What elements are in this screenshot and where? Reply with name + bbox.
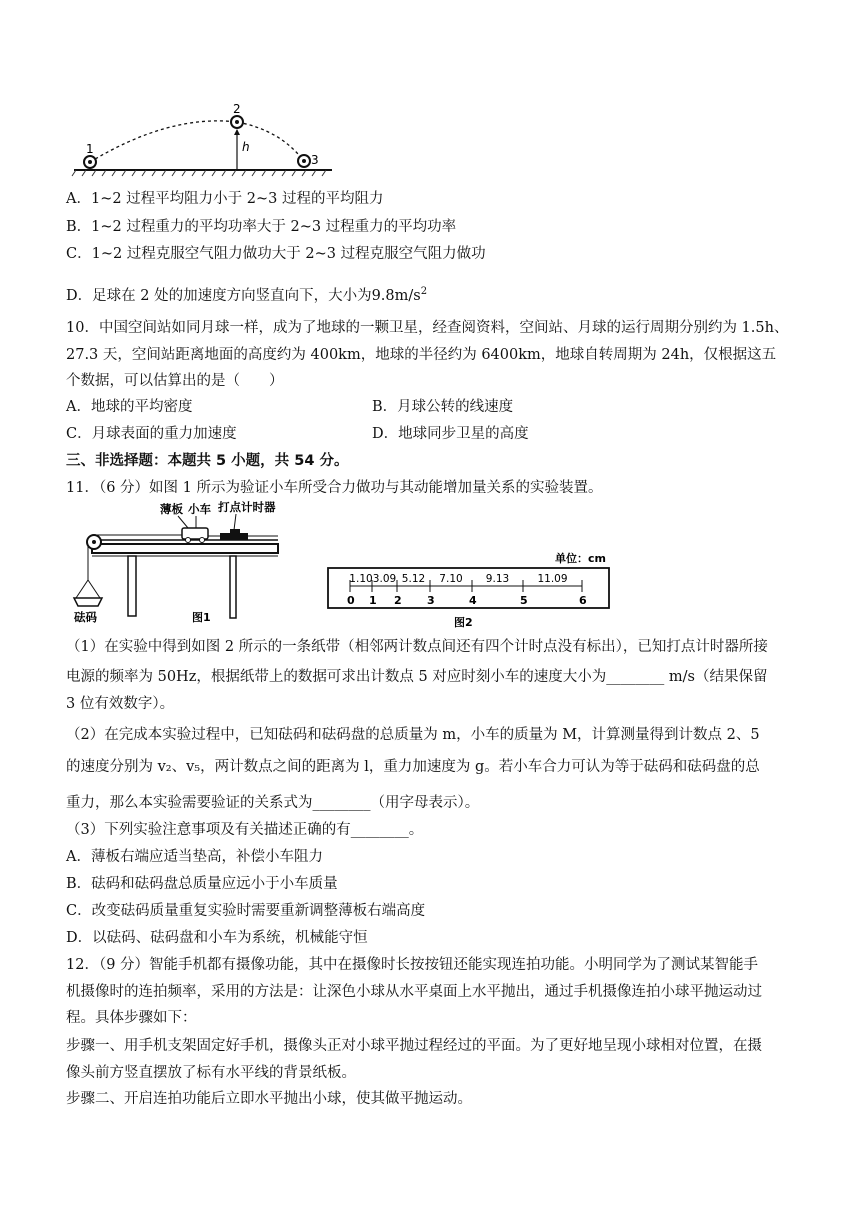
q9-option-c: C．1~2 过程克服空气阻力做功大于 2~3 过程克服空气阻力做功 xyxy=(66,246,486,262)
figure-2-caption: 图2 xyxy=(454,616,473,628)
label-3: 3 xyxy=(311,153,319,167)
q10-line-1: 10．中国空间站如同月球一样，成为了地球的一颗卫星，经查阅资料，空间站、月球的运行周期分别约为 1.5h、 xyxy=(66,320,789,336)
label-timer: 打点计时器 xyxy=(218,500,276,514)
q11-part3: （3）下列实验注意事项及有关描述正确的有________。 xyxy=(66,822,424,838)
figure-2-tape xyxy=(325,546,615,628)
q11-option-d: D．以砝码、砝码盘和小车为系统，机械能守恒 xyxy=(66,930,368,946)
tape-segment-label: 9.13 xyxy=(485,573,510,585)
section-3-heading: 三、非选择题：本题共 5 小题，共 54 分。 xyxy=(66,453,349,469)
q9-option-d xyxy=(66,282,427,306)
tape-point-label: 4 xyxy=(469,594,477,607)
trajectory-figure xyxy=(70,100,340,180)
q10-option-b: B．月球公转的线速度 xyxy=(372,399,514,415)
q11-part1-line3: 3 位有效数字）。 xyxy=(66,696,175,712)
q12-step1-line2: 像头前方竖直摆放了标有水平线的背景纸板。 xyxy=(66,1065,356,1081)
tape-point-label: 5 xyxy=(520,594,528,607)
q10-option-c: C．月球表面的重力加速度 xyxy=(66,426,237,442)
q9-option-d-text: D．足球在 2 处的加速度方向竖直向下，大小为 xyxy=(66,287,372,304)
tape-point-label: 0 xyxy=(347,594,355,607)
q11-intro: 11．（6 分）如图 1 所示为验证小车所受合力做功与其动能增加量关系的实验装置。 xyxy=(66,480,603,496)
q12-line-2: 机摄像时的连拍频率，采用的方法是：让深色小球从水平桌面上水平抛出，通过手机摄像连拍小球平抛运动过 xyxy=(66,984,762,1000)
ball-2 xyxy=(231,116,243,128)
q12-step2: 步骤二、开启连拍功能后立即水平抛出小球，使其做平抛运动。 xyxy=(66,1091,472,1107)
tape-segment-label: 1.10 xyxy=(349,573,373,585)
tape-point-label: 3 xyxy=(427,594,435,607)
q11-part2-line2: 的速度分别为 v₂、v₅，两计数点之间的距离为 l，重力加速度为 g。若小车合力可认为等于砝码和砝码盘的总 xyxy=(66,759,760,775)
q10-line-3: 个数据，可以估算出的是（ ） xyxy=(66,373,284,389)
q9-option-d-sup: 2 xyxy=(420,286,428,297)
label-2: 2 xyxy=(233,102,241,116)
q12-line-3: 程。具体步骤如下： xyxy=(66,1010,197,1026)
q9-option-a: A．1~2 过程平均阻力小于 2~3 过程的平均阻力 xyxy=(66,191,384,207)
tape-segment-label: 5.12 xyxy=(401,573,426,585)
q11-part1-line2: 电源的频率为 50Hz，根据纸带上的数据可求出计数点 5 对应时刻小车的速度大小为________ m/s（结果保留 xyxy=(66,669,768,685)
q9-option-b: B．1~2 过程重力的平均功率大于 2~3 过程重力的平均功率 xyxy=(66,219,457,235)
tape-point-label: 2 xyxy=(394,594,402,607)
q11-part2-line3: 重力，那么本实验需要验证的关系式为________（用字母表示）。 xyxy=(66,795,480,811)
q10-line-2: 27.3 天，空间站距离地面的高度约为 400km，地球的半径约为 6400km，地球自转周期为 24h，仅根据这五 xyxy=(66,347,777,363)
q10-option-a: A．地球的平均密度 xyxy=(66,399,193,415)
figure-1-apparatus xyxy=(70,500,290,624)
q10-option-d: D．地球同步卫星的高度 xyxy=(372,426,529,442)
ball-3 xyxy=(298,155,310,167)
label-weight: 砝码 xyxy=(74,610,97,624)
tape-point-label: 1 xyxy=(369,594,377,607)
label-cart: 小车 xyxy=(188,502,211,516)
q11-part1-line1: （1）在实验中得到如图 2 所示的一条纸带（相邻两计数点间还有四个计时点没有标出），已知打点计时器所接 xyxy=(66,639,768,655)
q11-option-b: B．砝码和砝码盘总质量应远小于小车质量 xyxy=(66,876,338,892)
label-1: 1 xyxy=(86,142,94,156)
q11-part2-line1: （2）在完成本实验过程中，已知砝码和砝码盘的总质量为 m，小车的质量为 M，计算测量得到计数点 2、5 xyxy=(66,727,760,743)
label-h: h xyxy=(242,140,250,154)
q11-option-c: C．改变砝码质量重复实验时需要重新调整薄板右端高度 xyxy=(66,903,426,919)
q12-line-1: 12．（9 分）智能手机都有摄像功能，其中在摄像时长按按钮还能实现连拍功能。小明同学为了测试某智能手 xyxy=(66,957,759,973)
q9-option-d-value: 9.8m/s xyxy=(371,287,421,304)
unit-label: 单位：cm xyxy=(555,552,606,565)
tape-point-label: 6 xyxy=(579,594,587,607)
tape-segment-label: 3.09 xyxy=(372,573,397,585)
q12-step1-line1: 步骤一、用手机支架固定好手机，摄像头正对小球平抛过程经过的平面。为了更好地呈现小球相对位置，在摄 xyxy=(66,1038,762,1054)
figure-1-caption: 图1 xyxy=(192,611,211,624)
tape-segment-label: 7.10 xyxy=(439,573,463,585)
tape-segment-label: 11.09 xyxy=(537,573,568,585)
ball-1 xyxy=(84,156,96,168)
label-board: 薄板 xyxy=(160,502,183,516)
q11-option-a: A．薄板右端应适当垫高，补偿小车阻力 xyxy=(66,849,323,865)
